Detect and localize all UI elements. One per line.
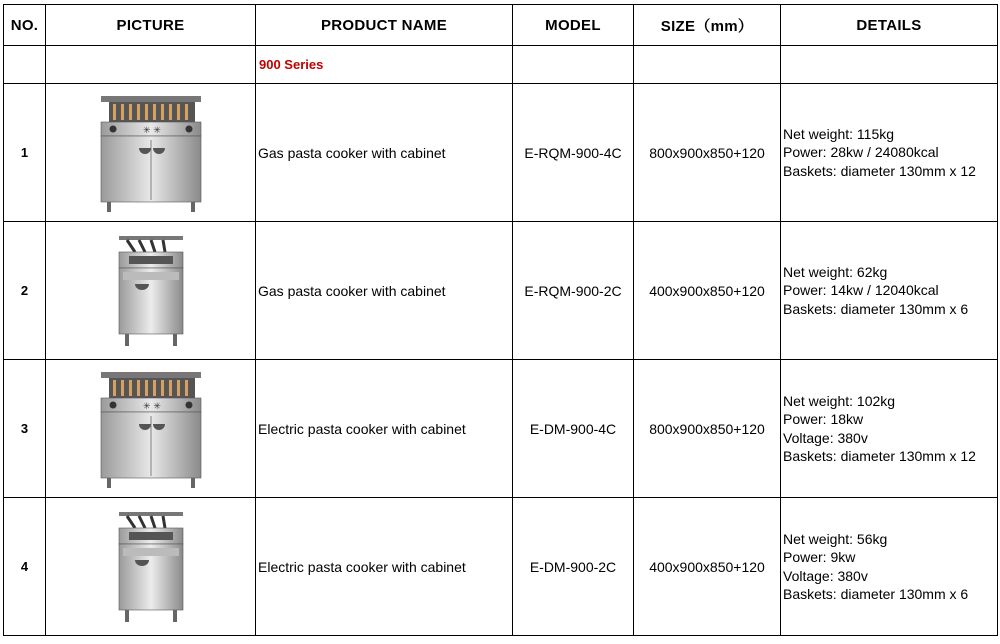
pasta-cooker-two-basket-image	[115, 510, 187, 624]
product-picture	[46, 498, 256, 636]
product-table	[3, 4, 998, 636]
table-row	[4, 222, 998, 360]
detail-line: Power: 9kw	[783, 549, 856, 565]
product-details	[781, 360, 998, 498]
product-picture	[46, 360, 256, 498]
svg-text:✳ ✳: ✳ ✳	[142, 401, 161, 412]
product-model: E-DM-900-2C	[513, 498, 634, 636]
row-number: 2	[4, 222, 46, 360]
table-row	[4, 84, 998, 222]
series-row	[4, 46, 998, 84]
header-row	[4, 5, 998, 46]
detail-line: Voltage: 380v	[783, 567, 868, 584]
detail-line: Net weight: 62kg	[783, 263, 888, 280]
product-model: E-RQM-900-2C	[513, 222, 634, 360]
pasta-cooker-two-basket-image	[115, 234, 187, 348]
detail-line: Power: 18kw	[783, 411, 864, 427]
header-product-name: PRODUCT NAME	[256, 5, 513, 46]
svg-text:✳ ✳: ✳ ✳	[142, 125, 161, 136]
detail-line: Baskets: diameter 130mm x 6	[783, 300, 969, 317]
detail-line: Baskets: diameter 130mm x 12	[783, 448, 976, 464]
product-details	[781, 84, 998, 222]
header-no: NO.	[4, 5, 46, 46]
header-model: MODEL	[513, 5, 634, 46]
header-details: DETAILS	[781, 5, 998, 46]
product-size: 400x900x850+120	[634, 498, 781, 636]
pasta-cooker-four-basket-image	[99, 368, 203, 490]
product-name: Gas pasta cooker with cabinet	[256, 222, 513, 360]
detail-line: Baskets: diameter 130mm x 12	[783, 162, 976, 179]
detail-line: Baskets: diameter 130mm x 6	[783, 586, 969, 602]
product-name: Electric pasta cooker with cabinet	[256, 498, 513, 636]
detail-line: Net weight: 56kg	[783, 530, 888, 547]
product-size: 800x900x850+120	[634, 360, 781, 498]
detail-line: Net weight: 102kg	[783, 392, 896, 409]
product-size: 400x900x850+120	[634, 222, 781, 360]
product-name: Gas pasta cooker with cabinet	[256, 84, 513, 222]
table-row	[4, 360, 998, 498]
product-model: E-DM-900-4C	[513, 360, 634, 498]
product-size: 800x900x850+120	[634, 84, 781, 222]
detail-line: Voltage: 380v	[783, 429, 868, 446]
row-number: 4	[4, 498, 46, 636]
series-label: 900 Series	[256, 46, 513, 84]
product-details	[781, 498, 998, 636]
table-row	[4, 498, 998, 636]
row-number: 3	[4, 360, 46, 498]
product-details	[781, 222, 998, 360]
pasta-cooker-four-basket-image	[99, 92, 203, 214]
header-picture: PICTURE	[46, 5, 256, 46]
detail-line: Net weight: 115kg	[783, 125, 895, 142]
product-name: Electric pasta cooker with cabinet	[256, 360, 513, 498]
detail-line: Power: 28kw / 24080kcal	[783, 144, 939, 161]
product-picture	[46, 84, 256, 222]
product-picture	[46, 222, 256, 360]
row-number: 1	[4, 84, 46, 222]
detail-line: Power: 14kw / 12040kcal	[783, 282, 939, 299]
header-size: SIZE（mm）	[634, 5, 781, 46]
product-model: E-RQM-900-4C	[513, 84, 634, 222]
